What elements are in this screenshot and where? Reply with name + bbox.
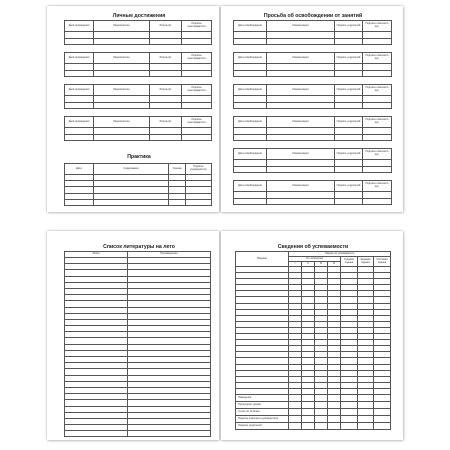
- column-header: Мероприятие: [94, 117, 150, 128]
- empty-cell: [358, 394, 374, 401]
- column-header: Дата освобождения: [234, 21, 267, 32]
- yearly-header: Годовая оценка: [341, 257, 358, 267]
- achievements-table: [64, 20, 212, 45]
- empty-cell: [94, 70, 150, 77]
- grades-table: [235, 251, 391, 430]
- footer-row-label: из них по болезни: [236, 408, 289, 415]
- column-header: Дата освобождения: [234, 117, 267, 128]
- empty-cell: [169, 199, 186, 205]
- empty-cell: [150, 134, 182, 141]
- literature-table: [64, 251, 211, 437]
- empty-cell: [302, 394, 315, 401]
- empty-cell: [341, 408, 358, 415]
- page-bottom-left: [47, 231, 219, 440]
- empty-cell: [186, 199, 212, 205]
- footer-row-label: Пропущено уроков: [236, 401, 289, 408]
- achievements-title: Личные достижения: [112, 13, 166, 19]
- column-header: Дата проведения: [65, 117, 94, 128]
- empty-cell: [94, 38, 150, 45]
- footer-row-label: Подпись родителей: [236, 422, 289, 429]
- empty-cell: [94, 134, 150, 141]
- grades-header: Оценки за успеваемость: [289, 252, 391, 257]
- achievements-table: [64, 52, 212, 77]
- quarter-header: I: [289, 262, 302, 267]
- page-top-right: [221, 6, 403, 212]
- column-header: Дата освобождения: [234, 149, 267, 160]
- column-header: Комментарии: [267, 181, 335, 192]
- release-table: [233, 180, 392, 205]
- column-header: Подпись родителей: [335, 85, 363, 96]
- empty-cell: [335, 38, 363, 45]
- column-header: Подпись родителей: [335, 53, 363, 64]
- final-header: Итоговая оценка: [374, 257, 391, 267]
- column-header: Результат: [150, 85, 182, 96]
- empty-cell: [65, 199, 94, 205]
- empty-cell: [341, 401, 358, 408]
- column-header: Подпись родителей: [335, 181, 363, 192]
- column-header: Дата освобождения: [234, 53, 267, 64]
- column-header: Дата освобождения: [234, 181, 267, 192]
- empty-cell: [328, 408, 341, 415]
- empty-cell: [328, 422, 341, 429]
- column-header: Комментарии: [267, 149, 335, 160]
- column-header: Подпись преподавателя: [182, 53, 212, 64]
- empty-cell: [150, 102, 182, 109]
- column-header: Мероприятие: [94, 85, 150, 96]
- empty-cell: [65, 431, 128, 437]
- page-bottom-right: [221, 231, 403, 440]
- column-header: Подпись классного рук.: [363, 149, 392, 160]
- quarter-header: II: [302, 262, 315, 267]
- column-header: Дата проведения: [65, 53, 94, 64]
- quarter-header: IV: [328, 262, 341, 267]
- empty-cell: [65, 70, 94, 77]
- empty-cell: [358, 401, 374, 408]
- empty-cell: [289, 401, 302, 408]
- empty-cell: [182, 102, 212, 109]
- empty-cell: [234, 134, 267, 141]
- empty-cell: [328, 401, 341, 408]
- column-header: Дата проведения: [65, 21, 94, 32]
- column-header: Результат: [150, 117, 182, 128]
- column-header: Подпись преподавателя: [182, 85, 212, 96]
- empty-cell: [341, 422, 358, 429]
- empty-cell: [234, 198, 267, 205]
- empty-cell: [267, 102, 335, 109]
- empty-cell: [341, 394, 358, 401]
- empty-cell: [267, 38, 335, 45]
- column-header: Автор: [65, 252, 128, 258]
- column-header: Содержание: [94, 164, 169, 175]
- column-header: Мероприятие: [94, 53, 150, 64]
- empty-cell: [358, 422, 374, 429]
- column-header: Комментарии: [267, 85, 335, 96]
- column-header: Подпись классного рук.: [363, 117, 392, 128]
- release-table: [233, 148, 392, 173]
- release-table: [233, 116, 392, 141]
- empty-cell: [374, 422, 391, 429]
- empty-cell: [267, 134, 335, 141]
- literature-title: Список литературы на лето: [103, 244, 175, 250]
- empty-cell: [65, 102, 94, 109]
- column-header: Подпись родителей: [335, 149, 363, 160]
- column-header: Подпись классного рук.: [363, 85, 392, 96]
- footer-row-label: Подпись классного руководителя: [236, 415, 289, 422]
- empty-cell: [65, 134, 94, 141]
- empty-cell: [128, 431, 211, 437]
- empty-cell: [302, 422, 315, 429]
- column-header: Дата освобождения: [234, 85, 267, 96]
- empty-cell: [363, 166, 392, 173]
- empty-cell: [363, 198, 392, 205]
- page-top-left: [47, 6, 219, 212]
- empty-cell: [302, 415, 315, 422]
- empty-cell: [328, 415, 341, 422]
- column-header: Подпись преподавателя: [182, 21, 212, 32]
- practice-title: Практика: [127, 154, 151, 160]
- empty-cell: [182, 38, 212, 45]
- empty-cell: [94, 102, 150, 109]
- empty-cell: [267, 70, 335, 77]
- empty-cell: [315, 415, 328, 422]
- release-table: [233, 84, 392, 109]
- quarter-header: III: [315, 262, 328, 267]
- empty-cell: [289, 394, 302, 401]
- column-header: Подпись классного рук.: [363, 53, 392, 64]
- empty-cell: [358, 408, 374, 415]
- empty-cell: [315, 401, 328, 408]
- achievements-table: [64, 116, 212, 141]
- empty-cell: [302, 401, 315, 408]
- empty-cell: [267, 166, 335, 173]
- empty-cell: [374, 408, 391, 415]
- empty-cell: [363, 38, 392, 45]
- empty-cell: [234, 38, 267, 45]
- column-header: Подпись преподавателя: [182, 117, 212, 128]
- column-header: Дата проведения: [65, 85, 94, 96]
- empty-cell: [374, 394, 391, 401]
- column-header: Результат: [150, 53, 182, 64]
- empty-cell: [315, 394, 328, 401]
- empty-cell: [358, 415, 374, 422]
- empty-cell: [335, 198, 363, 205]
- empty-cell: [363, 70, 392, 77]
- empty-cell: [315, 408, 328, 415]
- empty-cell: [302, 408, 315, 415]
- empty-cell: [374, 415, 391, 422]
- footer-row-label: Поведение: [236, 394, 289, 401]
- empty-cell: [234, 166, 267, 173]
- empty-cell: [363, 134, 392, 141]
- column-header: Комментарии: [267, 21, 335, 32]
- empty-cell: [150, 70, 182, 77]
- column-header: Комментарии: [267, 117, 335, 128]
- empty-cell: [267, 198, 335, 205]
- empty-cell: [335, 166, 363, 173]
- empty-cell: [328, 394, 341, 401]
- empty-cell: [363, 102, 392, 109]
- empty-cell: [315, 422, 328, 429]
- empty-cell: [335, 70, 363, 77]
- empty-cell: [150, 38, 182, 45]
- quarters-header: По четвертям: [289, 257, 341, 262]
- empty-cell: [289, 415, 302, 422]
- empty-cell: [182, 134, 212, 141]
- release-table: [233, 20, 392, 45]
- empty-cell: [65, 38, 94, 45]
- empty-cell: [182, 70, 212, 77]
- exam-header: Экзамен оценка: [358, 257, 374, 267]
- release-title: Просьба об освобождении от занятий: [263, 13, 363, 19]
- subject-header: Предмет: [236, 252, 289, 267]
- column-header: Комментарии: [267, 53, 335, 64]
- empty-cell: [335, 134, 363, 141]
- empty-cell: [234, 70, 267, 77]
- practice-table: [64, 163, 212, 206]
- column-header: Подпись родителей: [335, 21, 363, 32]
- column-header: Результат: [150, 21, 182, 32]
- release-table: [233, 52, 392, 77]
- column-header: Подпись классного рук.: [363, 21, 392, 32]
- achievements-table: [64, 84, 212, 109]
- empty-cell: [94, 199, 169, 205]
- column-header: Оценка: [169, 164, 186, 175]
- column-header: Подпись родителей: [335, 117, 363, 128]
- column-header: Дата: [65, 164, 94, 175]
- column-header: Подпись руководителя: [186, 164, 212, 175]
- empty-cell: [335, 102, 363, 109]
- empty-cell: [289, 408, 302, 415]
- empty-cell: [234, 102, 267, 109]
- column-header: Подпись классного рук.: [363, 181, 392, 192]
- grades-title: Сведения об успеваемости: [277, 244, 349, 250]
- column-header: Мероприятие: [94, 21, 150, 32]
- column-header: Произведение: [128, 252, 211, 258]
- empty-cell: [341, 415, 358, 422]
- empty-cell: [374, 401, 391, 408]
- empty-cell: [289, 422, 302, 429]
